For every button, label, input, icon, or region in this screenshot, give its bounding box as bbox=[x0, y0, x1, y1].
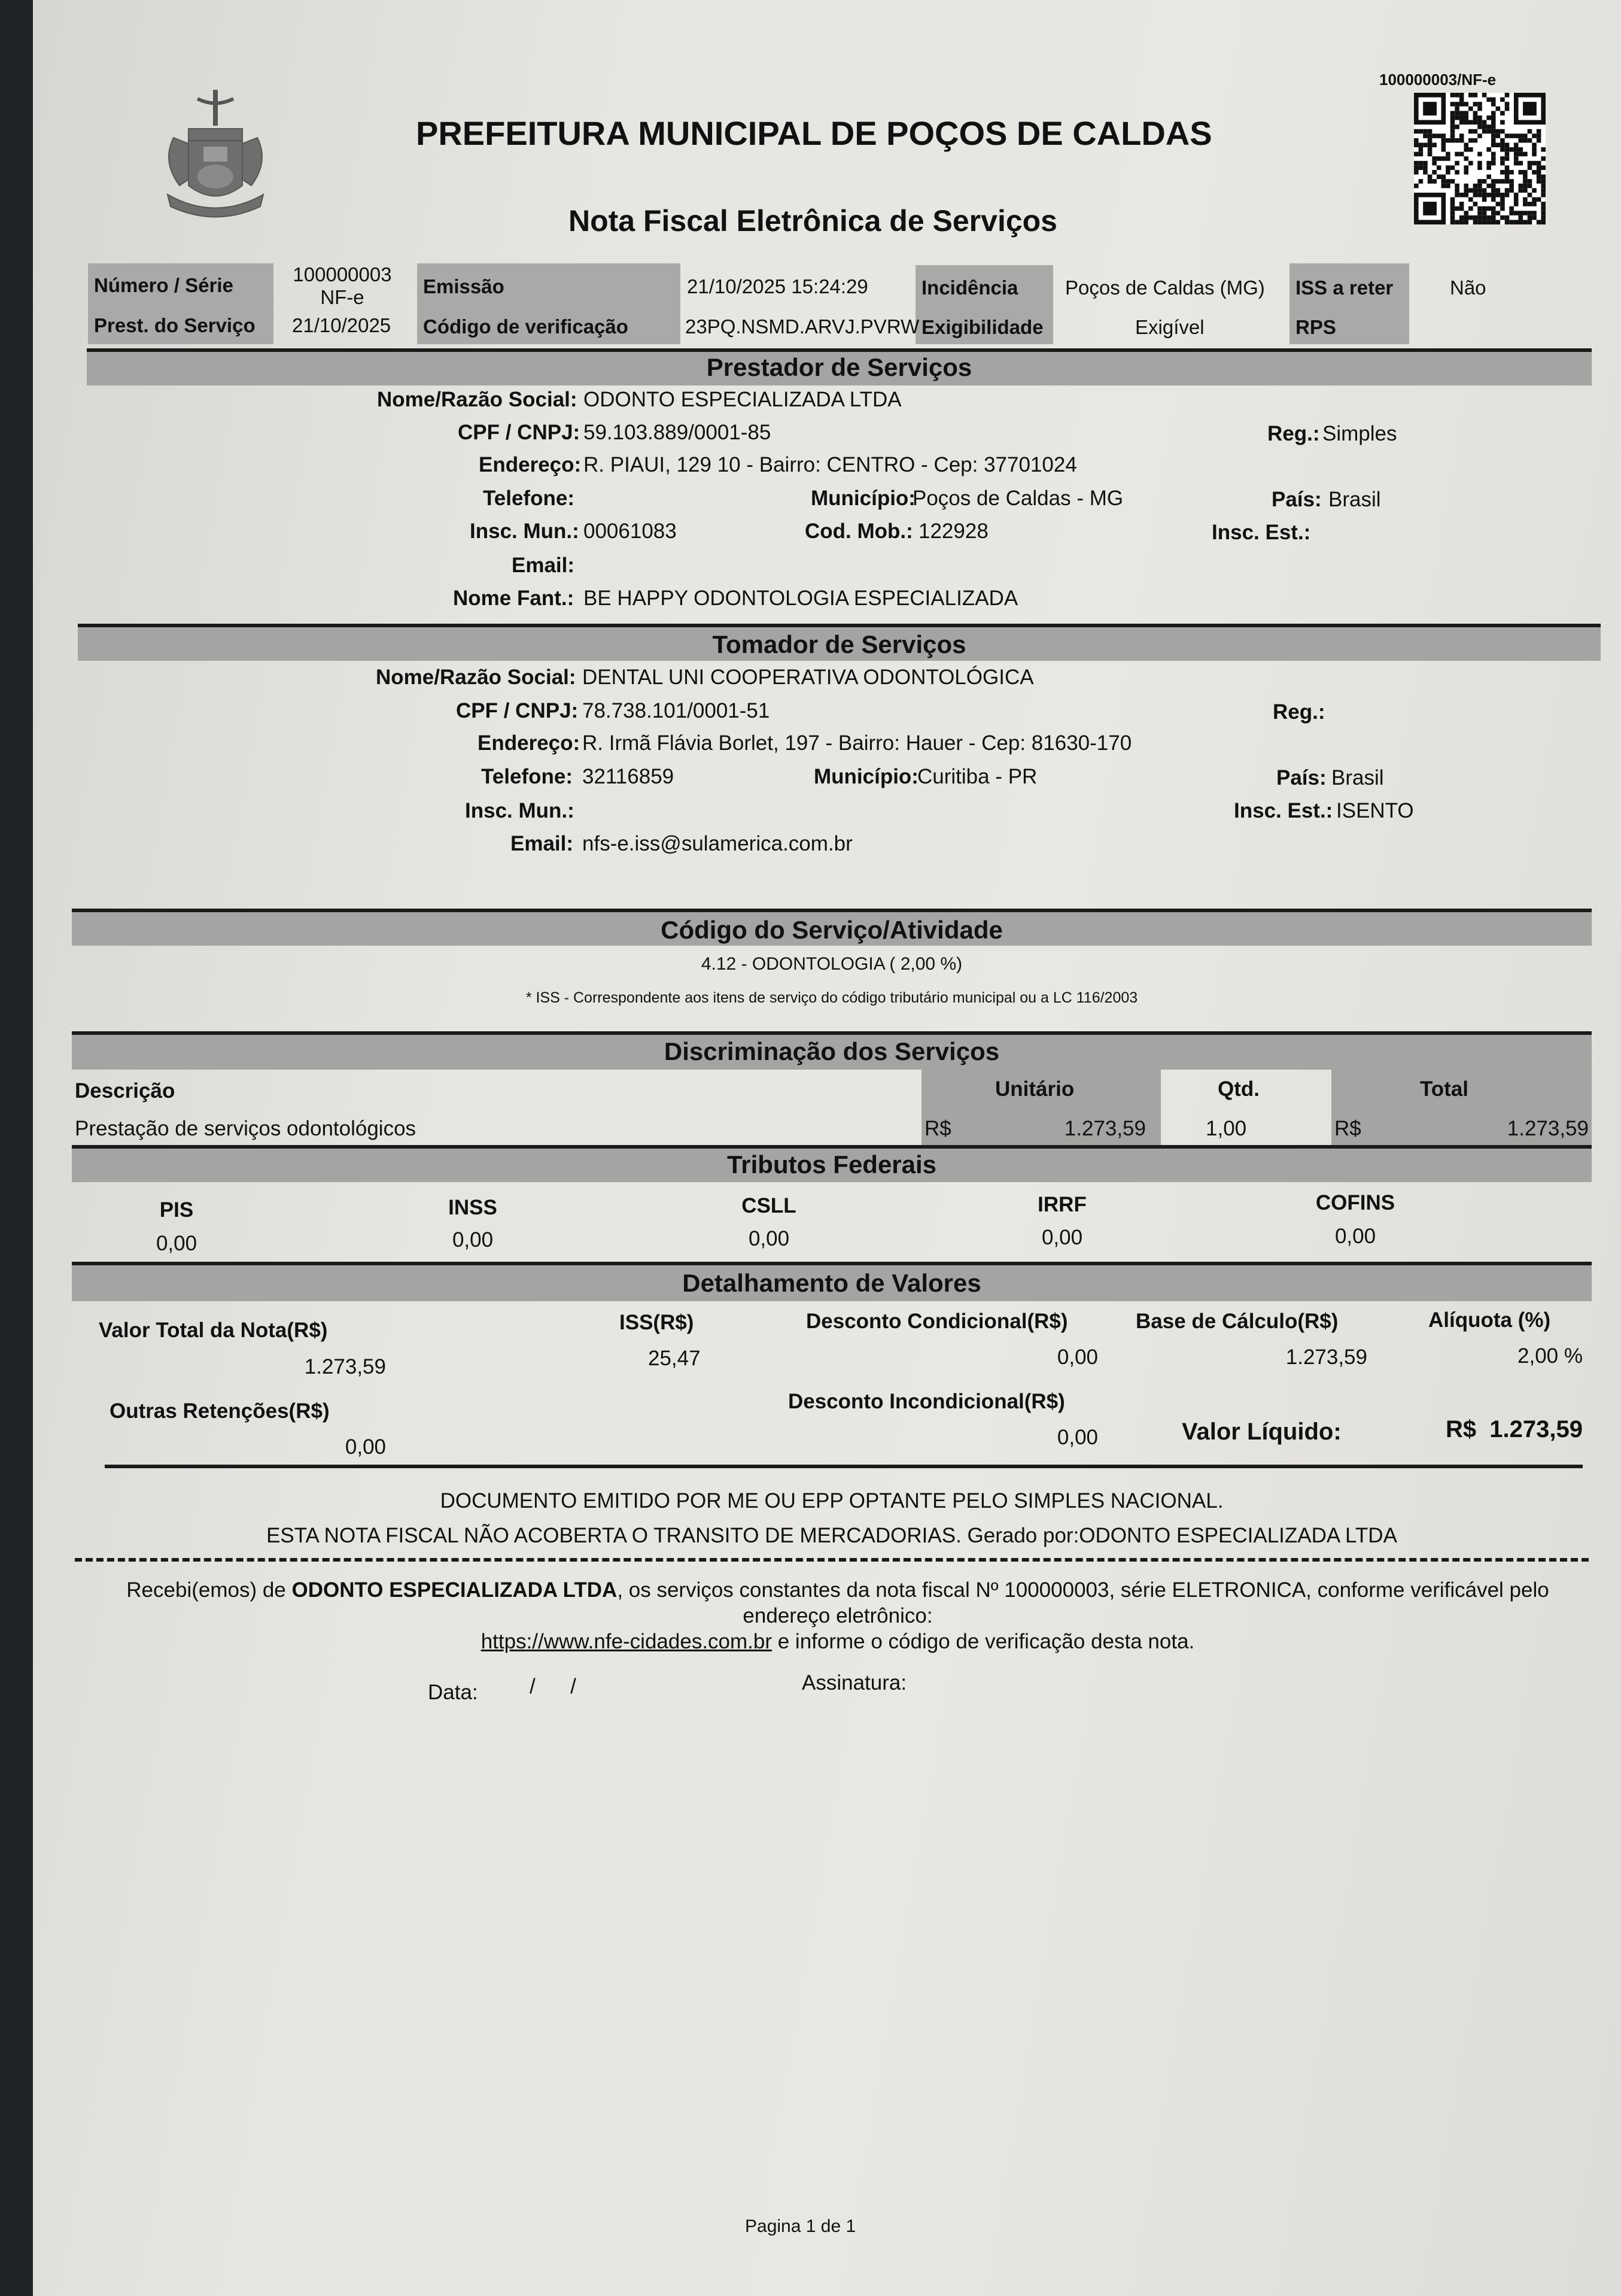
tributo-value: 0,00 bbox=[156, 1232, 197, 1255]
invoice-page bbox=[33, 0, 1621, 2296]
iss-reter-label: ISS a reter bbox=[1295, 277, 1394, 299]
row-total: 1.273,59 bbox=[1507, 1117, 1589, 1140]
tomador-municipio-label: Município: bbox=[814, 765, 919, 788]
tomador-email: nfs-e.iss@sulamerica.com.br bbox=[582, 832, 853, 855]
recibo-text bbox=[87, 1578, 1589, 1602]
valor-liquido-label: Valor Líquido: bbox=[1182, 1419, 1342, 1445]
exigibilidade-label: Exigibilidade bbox=[921, 316, 1044, 338]
tomador-municipio: Curitiba - PR bbox=[917, 765, 1038, 788]
tributo-value: 0,00 bbox=[748, 1227, 790, 1250]
prestador-insc-est-label: Insc. Est.: bbox=[1212, 521, 1311, 544]
cut-line bbox=[75, 1558, 1589, 1562]
prestador-email-label: Email: bbox=[512, 554, 575, 577]
prestador-reg-label: Reg.: bbox=[1267, 422, 1320, 445]
exigibilidade-value: Exigível bbox=[1135, 316, 1205, 338]
numero-serie-label: Número / Série bbox=[94, 274, 233, 296]
aliquota-value: 2,00 % bbox=[1517, 1344, 1583, 1368]
desc-cond-value: 0,00 bbox=[1057, 1346, 1098, 1369]
prest-servico-value: 21/10/2025 bbox=[292, 314, 391, 336]
valor-total-label: Valor Total da Nota(R$) bbox=[99, 1319, 328, 1342]
prestador-title: Prestador de Serviços bbox=[706, 353, 972, 381]
prestador-municipio-label: Município: bbox=[811, 487, 916, 510]
tributos-title: Tributos Federais bbox=[726, 1150, 937, 1179]
tributo-label: IRRF bbox=[1038, 1193, 1087, 1216]
tomador-insc-est: ISENTO bbox=[1336, 799, 1414, 822]
recibo-suffix: , os serviços constantes da nota fiscal Nº 100000003, série ELETRONICA, conforme verificável pelo bbox=[617, 1578, 1549, 1602]
tomador-reg-label: Reg.: bbox=[1273, 700, 1325, 724]
col-unitario: Unitário bbox=[995, 1077, 1075, 1101]
tributo-label: COFINS bbox=[1315, 1191, 1395, 1214]
document-title: Nota Fiscal Eletrônica de Serviços bbox=[568, 204, 1057, 238]
prestador-nome-label: Nome/Razão Social: bbox=[377, 388, 577, 411]
verification-link[interactable]: https://www.nfe-cidades.com.br bbox=[480, 1630, 773, 1653]
tomador-nome-label: Nome/Razão Social: bbox=[376, 666, 576, 689]
tributos-row bbox=[99, 1191, 1595, 1257]
data-value: / / bbox=[530, 1675, 576, 1698]
codigo-servico-value: 4.12 - ODONTOLOGIA ( 2,00 %) bbox=[701, 954, 963, 974]
recibo-prefix: Recebi(emos) de bbox=[126, 1578, 292, 1602]
col-qtd: Qtd. bbox=[1218, 1077, 1260, 1101]
tributo-label: CSLL bbox=[741, 1194, 796, 1217]
tomador-insc-est-label: Insc. Est.: bbox=[1234, 799, 1333, 822]
prestador-municipio: Poços de Caldas - MG bbox=[913, 487, 1124, 510]
prestador-pais: Brasil bbox=[1328, 488, 1381, 511]
tributo-value: 0,00 bbox=[452, 1228, 494, 1252]
outras-ret-label: Outras Retenções(R$) bbox=[110, 1399, 330, 1423]
url-line bbox=[87, 1630, 1589, 1654]
page-number: Pagina 1 de 1 bbox=[745, 2216, 856, 2236]
prestador-cod-mob-label: Cod. Mob.: bbox=[805, 520, 913, 543]
desc-incond-label: Desconto Incondicional(R$) bbox=[788, 1390, 1065, 1413]
numero-value: 100000003 bbox=[293, 263, 392, 286]
row-moeda-total: R$ bbox=[1334, 1117, 1361, 1140]
emissao-label: Emissão bbox=[423, 275, 504, 297]
tomador-pais: Brasil bbox=[1331, 766, 1384, 789]
iss-value: 25,47 bbox=[648, 1347, 701, 1370]
tomador-endereco-label: Endereço: bbox=[478, 731, 580, 755]
base-calculo-label: Base de Cálculo(R$) bbox=[1136, 1310, 1339, 1333]
qr-code-icon[interactable] bbox=[1414, 93, 1546, 224]
prestador-nome: ODONTO ESPECIALIZADA LTDA bbox=[583, 388, 902, 411]
tributo-value: 0,00 bbox=[1041, 1226, 1083, 1249]
prestador-cod-mob: 122928 bbox=[919, 520, 989, 543]
qr-caption: 100000003/NF-e bbox=[1379, 71, 1497, 89]
divider bbox=[105, 1465, 1583, 1468]
incidencia-value: Poços de Caldas (MG) bbox=[1065, 277, 1265, 299]
codigo-verificacao-label: Código de verificação bbox=[423, 315, 628, 338]
tributo-value: 0,00 bbox=[1334, 1225, 1376, 1248]
emissao-value: 21/10/2025 15:24:29 bbox=[687, 275, 868, 297]
prestador-telefone-label: Telefone: bbox=[483, 487, 574, 510]
prestador-insc-mun: 00061083 bbox=[583, 520, 677, 543]
municipality-title: PREFEITURA MUNICIPAL DE POÇOS DE CALDAS bbox=[416, 114, 1212, 152]
prestador-endereco-label: Endereço: bbox=[479, 453, 582, 476]
transito-notice: ESTA NOTA FISCAL NÃO ACOBERTA O TRANSITO DE MERCADORIAS. Gerado por:ODONTO ESPECIALIZADA LTDA bbox=[266, 1524, 1397, 1547]
recibo-line2: endereço eletrônico: bbox=[743, 1604, 933, 1627]
row-moeda-unit: R$ bbox=[924, 1117, 951, 1140]
recibo-empresa: ODONTO ESPECIALIZADA LTDA bbox=[291, 1578, 618, 1602]
tomador-pais-label: País: bbox=[1276, 766, 1327, 789]
tomador-insc-mun-label: Insc. Mun.: bbox=[465, 799, 574, 822]
tomador-telefone-label: Telefone: bbox=[481, 765, 573, 788]
simples-notice: DOCUMENTO EMITIDO POR ME OU EPP OPTANTE PELO SIMPLES NACIONAL. bbox=[440, 1489, 1224, 1513]
prestador-insc-mun-label: Insc. Mun.: bbox=[470, 520, 579, 543]
iss-reter-value: Não bbox=[1450, 277, 1486, 299]
codigo-servico-title: Código do Serviço/Atividade bbox=[661, 916, 1003, 944]
assinatura-label: Assinatura: bbox=[802, 1671, 907, 1694]
prestador-cnpj-label: CPF / CNPJ: bbox=[458, 421, 580, 444]
serie-value: NF-e bbox=[320, 286, 364, 308]
valor-liquido-value: R$ 1.273,59 bbox=[1445, 1416, 1583, 1442]
tomador-telefone: 32116859 bbox=[582, 765, 674, 788]
valores-title: Detalhamento de Valores bbox=[682, 1269, 981, 1297]
tomador-cnpj: 78.738.101/0001-51 bbox=[582, 699, 770, 722]
tomador-cnpj-label: CPF / CNPJ: bbox=[456, 699, 579, 722]
outras-ret-value: 0,00 bbox=[345, 1435, 386, 1459]
url-suffix: e informe o código de verificação desta nota. bbox=[772, 1630, 1195, 1653]
base-calculo-value: 1.273,59 bbox=[1285, 1346, 1367, 1369]
desc-incond-value: 0,00 bbox=[1057, 1426, 1098, 1449]
row-descricao: Prestação de serviços odontológicos bbox=[75, 1117, 416, 1140]
tributo-label: INSS bbox=[448, 1196, 497, 1219]
tomador-nome: DENTAL UNI COOPERATIVA ODONTOLÓGICA bbox=[582, 666, 1034, 689]
row-qtd: 1,00 bbox=[1206, 1117, 1247, 1140]
prestador-reg: Simples bbox=[1322, 422, 1397, 445]
iss-label: ISS(R$) bbox=[619, 1311, 694, 1334]
valor-total-value: 1.273,59 bbox=[304, 1355, 386, 1378]
data-label: Data: bbox=[428, 1681, 478, 1704]
tributo-label: PIS bbox=[159, 1198, 194, 1222]
codigo-verificacao-value: 23PQ.NSMD.ARVJ.PVRW bbox=[685, 315, 920, 338]
rps-label: RPS bbox=[1295, 316, 1336, 338]
aliquota-label: Alíquota (%) bbox=[1428, 1308, 1551, 1332]
prestador-nome-fant: BE HAPPY ODONTOLOGIA ESPECIALIZADA bbox=[583, 587, 1018, 610]
prest-servico-label: Prest. do Serviço bbox=[94, 314, 256, 336]
prestador-pais-label: País: bbox=[1272, 488, 1322, 511]
codigo-servico-note: * ISS - Correspondente aos itens de serviço do código tributário municipal ou a LC 116/2003 bbox=[525, 989, 1138, 1006]
tomador-title: Tomador de Serviços bbox=[712, 630, 966, 658]
tomador-endereco: R. Irmã Flávia Borlet, 197 - Bairro: Hauer - Cep: 81630-170 bbox=[582, 731, 1132, 755]
tomador-email-label: Email: bbox=[510, 832, 574, 855]
desc-cond-label: Desconto Condicional(R$) bbox=[806, 1310, 1068, 1333]
col-total: Total bbox=[1420, 1077, 1469, 1101]
prestador-nome-fant-label: Nome Fant.: bbox=[453, 587, 574, 610]
prestador-endereco: R. PIAUI, 129 10 - Bairro: CENTRO - Cep: 37701024 bbox=[583, 453, 1077, 476]
prestador-cnpj: 59.103.889/0001-85 bbox=[583, 421, 771, 444]
col-descricao: Descrição bbox=[75, 1079, 175, 1103]
municipal-crest-icon bbox=[156, 84, 275, 227]
discriminacao-title: Discriminação dos Serviços bbox=[664, 1037, 1000, 1065]
incidencia-label: Incidência bbox=[921, 277, 1018, 299]
row-unitario: 1.273,59 bbox=[1064, 1117, 1146, 1140]
